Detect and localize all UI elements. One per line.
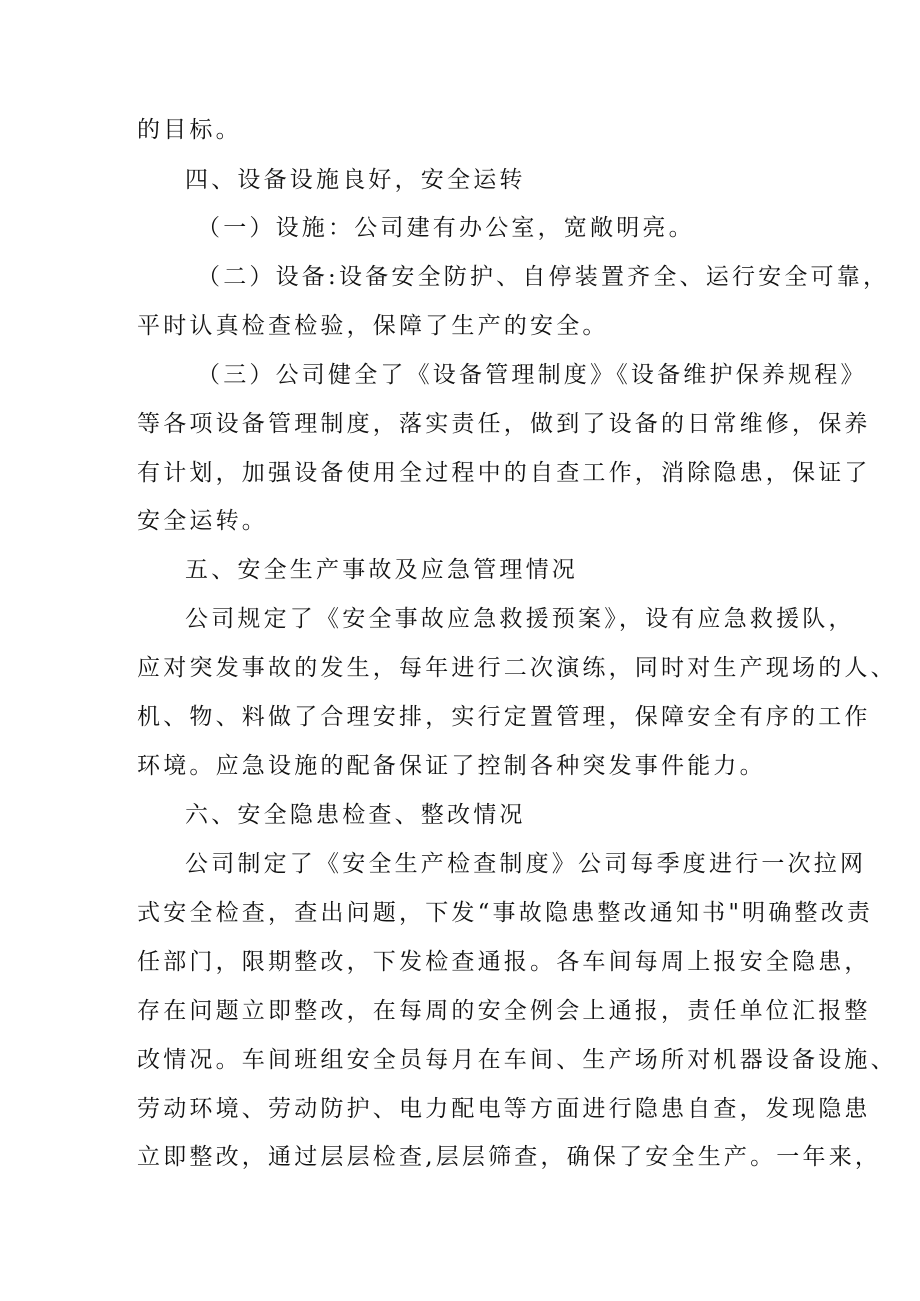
- body-text-line: 存在问题立即整改，在每周的安全例会上通报，责任单位汇报整: [137, 998, 871, 1024]
- body-text-line: 机、物、料做了合理安排，实行定置管理，保障安全有序的工作: [137, 704, 871, 730]
- paragraph-start: 公司规定了《安全事故应急救援预案》，设有应急救援队，: [185, 606, 855, 632]
- section-heading-hazards: 六、安全隐患检查、整改情况: [185, 802, 526, 828]
- subsection-equipment: （二）设备:设备安全防护、自停装置齐全、运行安全可靠，: [197, 264, 890, 290]
- section-heading-equipment: 四、设备设施良好，安全运转: [185, 167, 526, 193]
- body-text-line: 式安全检查，查出问题，下发“事故隐患整改通知书"明确整改责: [137, 900, 874, 926]
- body-text-line: 环境。应急设施的配备保证了控制各种突发事件能力。: [137, 753, 766, 779]
- subsection-facilities: （一）设施：公司建有办公室，宽敞明亮。: [197, 215, 695, 241]
- body-text-line: 任部门，限期整改，下发检查通报。各车间每周上报安全隐患，: [137, 949, 871, 975]
- section-heading-emergency: 五、安全生产事故及应急管理情况: [185, 557, 578, 583]
- body-text-line: 安全运转。: [137, 508, 268, 534]
- body-text-line: 的目标。: [137, 117, 242, 143]
- body-text-line: 有计划，加强设备使用全过程中的自查工作，消除隐患，保证了: [137, 460, 871, 486]
- body-text-line: 劳动环境、劳动防护、电力配电等方面进行隐患自查，发现隐患: [137, 1096, 871, 1122]
- subsection-management-rules: （三）公司健全了《设备管理制度》《设备维护保养规程》: [197, 362, 867, 388]
- paragraph-start: 公司制定了《安全生产检查制度》公司每季度进行一次拉网: [185, 851, 867, 877]
- body-text-line: 改情况。车间班组安全员每月在车间、生产场所对机器设备设施、: [137, 1047, 897, 1073]
- body-text-line: 立即整改，通过层层检查,层层筛查，确保了安全生产。一年来，: [137, 1144, 882, 1170]
- body-text-line: 平时认真检查检验，保障了生产的安全。: [137, 313, 609, 339]
- body-text-line: 应对突发事故的发生，每年进行二次演练，同时对生产现场的人、: [137, 655, 897, 681]
- body-text-line: 等各项设备管理制度，落实责任，做到了设备的日常维修，保养: [137, 411, 871, 437]
